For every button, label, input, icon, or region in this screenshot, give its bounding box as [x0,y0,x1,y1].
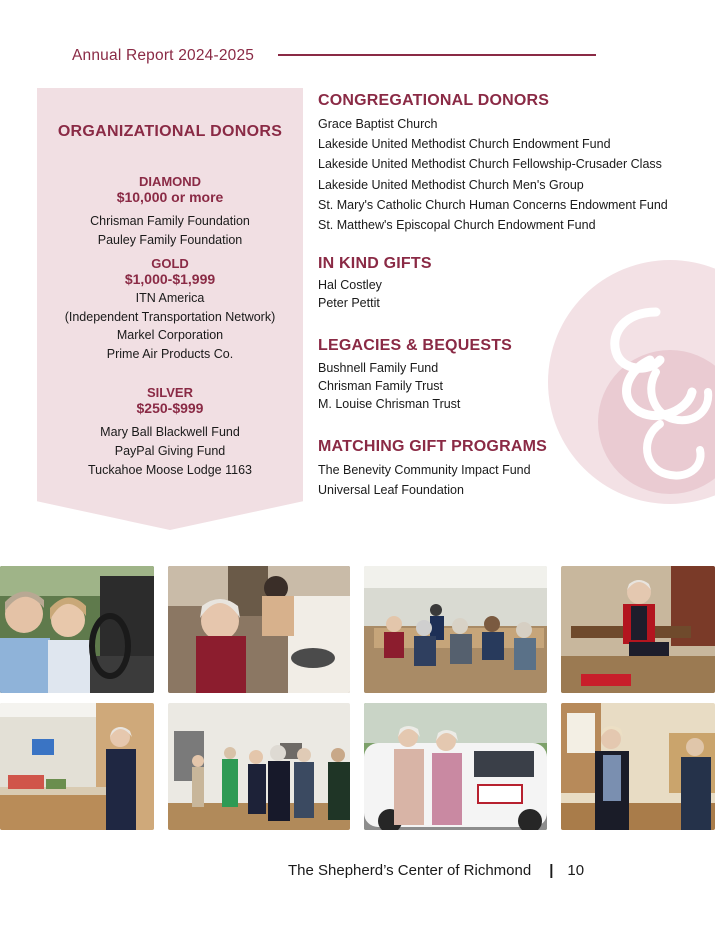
photo-woman-on-bench [561,566,715,693]
photo-meeting-room [364,566,547,693]
donor-item: The Benevity Community Impact Fund [318,463,531,477]
donor-list [318,114,708,235]
donor-item: Lakeside United Methodist Church Endowment Fund [318,137,611,152]
in-kind-gifts-section [318,254,708,312]
donor-item: St. Matthew's Episcopal Church Endowment Fund [318,218,596,233]
donor-item: St. Mary's Catholic Church Human Concerns Endowment Fund [318,197,668,212]
donor-item: ITN America [135,291,205,305]
donor-item: PayPal Giving Fund [114,444,226,458]
section-title: LEGACIES & BEQUESTS [318,337,513,354]
donor-list [318,460,708,500]
photo-gallery-visitors [168,703,350,830]
donor-item: Markel Corporation [116,328,224,342]
photo-seated-woman [168,566,350,693]
tier-name: SILVER [147,385,193,400]
donor-item: Universal Leaf Foundation [318,483,464,497]
donor-item: Hal Costley [318,278,382,292]
tier-silver [37,385,303,480]
footer-org-name: The Shepherd’s Center of Richmond [288,861,532,879]
page-footer [288,860,584,880]
donor-item: M. Louise Chrisman Trust [318,397,461,411]
photo-kitchen-woman [0,703,154,830]
donor-list [37,423,303,480]
tier-name: GOLD [151,256,189,271]
header-rule [278,54,596,56]
organizational-donors-title: ORGANIZATIONAL DONORS [57,123,283,140]
tier-range: $250-$999 [136,400,204,416]
donor-item: Peter Pettit [318,296,380,310]
tier-range: $1,000-$1,999 [124,271,216,287]
donor-list [318,276,708,312]
donor-item: Grace Baptist Church [318,117,438,131]
donor-item: Pauley Family Foundation [97,233,243,247]
donor-item: Tuckahoe Moose Lodge 1163 [87,463,252,477]
tier-range: $10,000 or more [116,189,224,205]
section-title: CONGREGATIONAL DONORS [318,92,550,109]
report-title: Annual Report 2024-2025 [72,47,255,64]
tier-diamond [37,174,303,250]
congregational-donors-section [318,91,708,235]
donor-item: (Independent Transportation Network) [64,309,276,324]
legacies-bequests-section [318,336,708,413]
tier-name: DIAMOND [138,174,202,189]
photo-church-hall [561,703,715,830]
photo-car-riders [0,566,154,693]
photo-two-women-van [364,703,547,830]
section-title: IN KIND GIFTS [318,255,432,272]
donor-item: Chrisman Family Trust [318,379,444,393]
donor-item: Lakeside United Methodist Church Fellowship-Crusader Class [318,157,662,172]
donor-item: Chrisman Family Foundation [90,214,250,228]
donor-list [37,212,303,250]
donor-item: Bushnell Family Fund [318,361,439,375]
page-number: 10 [567,861,585,879]
tier-gold [37,256,303,363]
donor-item: Mary Ball Blackwell Fund [100,425,240,439]
donor-list [37,289,303,363]
matching-gifts-section [318,437,708,500]
donor-item: Prime Air Products Co. [106,346,234,361]
donor-item: Lakeside United Methodist Church Men's Group [318,177,584,192]
footer-separator: | [549,861,554,879]
report-header [72,46,254,66]
donor-list [318,359,708,413]
section-title: MATCHING GIFT PROGRAMS [318,438,547,455]
